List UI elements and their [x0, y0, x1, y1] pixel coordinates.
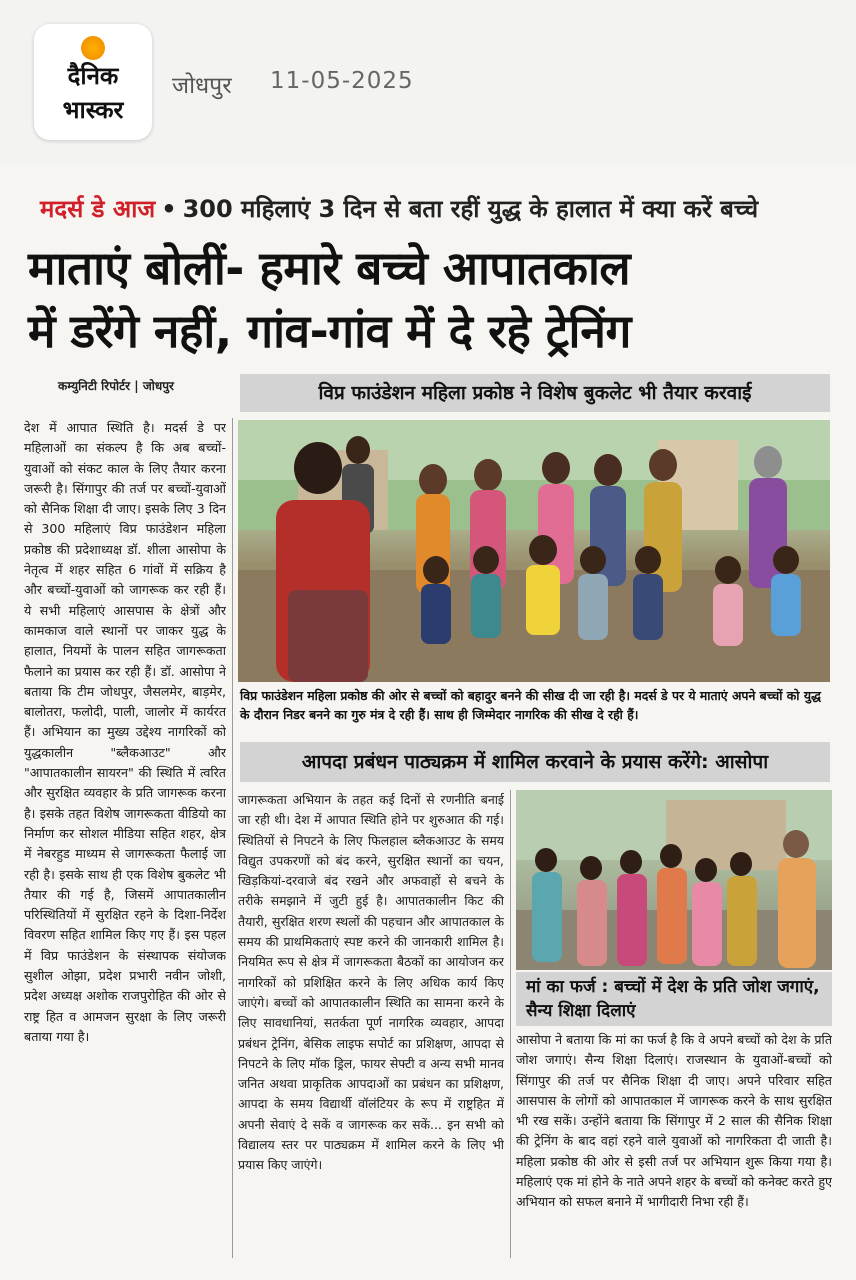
- subhead-bar-2: आपदा प्रबंधन पाठ्यक्रम में शामिल करवाने के प्रयास करेंगे: आसोपा: [240, 742, 830, 782]
- column-divider: [510, 790, 511, 1258]
- headline-line-2: में डरेंगे नहीं, गांव-गांव में दे रहे ट्रेनिंग: [28, 304, 631, 358]
- edition-date: 11-05-2025: [270, 68, 414, 94]
- app-header: [0, 0, 856, 165]
- kicker-separator: •: [161, 195, 177, 223]
- edition-city: जोधपुर: [172, 73, 232, 99]
- logo-text-line1: दैनिक: [67, 62, 119, 90]
- column-divider: [232, 418, 233, 1258]
- article-column-1: देश में आपात स्थिति है। मदर्स डे पर महिलाओं का संकल्प है कि अब बच्चों-युवाओं को संकट काल के लिए तैयार करना जरूरी है। सिंगापुर की तर्ज पर बच्चों-युवाओं को सैनिक शिक्षा दी जाए। इसके लिए 3 दिन से 300 महिलाएं विप्र फाउंडेशन महिला प्रकोष्ठ की प्रदेशाध्यक्ष डॉ. शीला आसोपा के नेतृत्व में शहर सहित 6 गांवों में सक्रिय है और बच्चों-युवाओं को जागरूक कर रही हैं। ये सभी महिलाएं आसपास के क्षेत्रों और कामकाज वाले स्थानों पर जाकर युद्ध के हालात, नियमों के पालन सहित जागरूकता फैलाने का प्रयास कर रही हैं। डॉ. आसोपा ने बताया कि टीम जोधपुर, जैसलमेर, बाड़मेर, बालोतरा, फलोदी, पाली, जालोर में कार्यरत हैं। अभियान का मुख्य उद्देश्य नागरिकों को युद्धकालीन "ब्लैकआउट" और "आपातकालीन सायरन" की स्थिति में त्वरित और सुरक्षित व्यवहार के प्रति जागरूक करना है। इसके तहत विशेष जागरूकता वीडियो का निर्माण कर सोशल मीडिया सहित शहर, क्षेत्र में नेबरहुड माध्यम से जागरूकता फैलाई जा रही है। इसके साथ ही एक विशेष बुकलेट भी तैयार की गई है, जिसमें आपातकालीन परिस्थितियों में सुरक्षित रहने के दिशा-निर्देश विवरण सहित शामिल किए गए हैं। इस पहल में विप्र फाउंडेशन के संस्थापक संयोजक सुशील ओझा, प्रदेश प्रभारी नवीन जोशी, प्रदेश अध्यक्ष अशोक राजपुरोहित की ओर से राष्ट्र हित व आमजन सुरक्षा के लिए जरूरी बताया गया है।: [24, 420, 226, 1044]
- byline: कम्युनिटी रिपोर्टर | जोधपुर: [58, 379, 174, 393]
- kicker-text: 300 महिलाएं 3 दिन से बता रहीं युद्ध के हालात में क्या करें बच्चे: [182, 195, 759, 223]
- box-headline-2: मां का फर्ज : बच्चों में देश के प्रति जोश जगाएं, सैन्य शिक्षा दिलाएं: [516, 972, 832, 1026]
- dainik-bhaskar-logo[interactable]: [34, 24, 152, 140]
- photo-women-group: [516, 790, 832, 970]
- article-column-2: जागरूकता अभियान के तहत कई दिनों से रणनीति बनाई जा रही थी। देश में आपात स्थिति होने पर शुरुआत की गई। स्थितियों से निपटने के लिए फिलहाल ब्लैकआउट के समय विद्युत उपकरणों को बंद करने, सुरक्षित स्थानों का चयन, खिड़कियां-दरवाजे बंद रखने और अफवाहों से बचने के तरीके समझाने में जुटी हुई है। आपातकालीन किट की तैयारी, सुरक्षित शरण स्थलों की पहचान और आपातकाल के समय की प्राथमिकताएं स्पष्ट करने की जानकारी शामिल है। नियमित रूप से क्षेत्र में जागरूकता बैठकों का आयोजन कर नागरिकों को प्रशिक्षित करने के लिए अधिक कार्य किए जाएंगे। बच्चों को आपातकालीन स्थिति का सामना करने के लिए सावधानियां, सतर्कता पूर्ण नागरिक व्यवहार, आपदा प्रबंधन ट्रेनिंग, बेसिक लाइफ सपोर्ट का प्रशिक्षण, आपदा से निपटने के लिए मॉक ड्रिल, फायर सेफ्टी व अन्य सभी मानव जनित अथवा प्राकृतिक आपदाओं का प्रबंधन का प्रशिक्षण, आपदा के समय विद्यार्थी वॉलंटियर के रूप में राष्ट्रहित में अपनी सेवाएं दे सकें व जागरूक कर सकें... इन सभी को विद्यालय स्तर पर पाठ्यक्रम में शामिल करने के लिए भी प्रयास किए जाएंगे।: [238, 792, 504, 1173]
- women-group-illustration: [516, 790, 832, 970]
- photo-caption-1: विप्र फाउंडेशन महिला प्रकोष्ठ की ओर से बच्चों को बहादुर बनने की सीख दी जा रही है। मदर्स डे पर ये माताएं अपने बच्चों को युद्ध के दौरान निडर बनने का गुरु मंत्र दे रही हैं। साथ ही जिम्मेदार नागरिक की सीख दे रही हैं।: [240, 688, 821, 722]
- sun-logo-icon: [81, 36, 105, 60]
- photo-mothers-children: [238, 420, 830, 682]
- article-kicker: [40, 192, 758, 225]
- article-column-3: आसोपा ने बताया कि मां का फर्ज है कि वे अपने बच्चों को देश के प्रति जोश जगाएं। सैन्य शिक्षा दिलाएं। राजस्थान के युवाओं-बच्चों को सिंगापुर की तर्ज पर सैनिक शिक्षा दी जाए। अपने परिवार सहित आसपास के लोगों को आपातकाल में जागरूक करने के साथ सुरक्षित भी रख सकें। उन्होंने बताया कि सिंगापुर में 2 साल की सैनिक शिक्षा की ट्रेनिंग के बाद वहां रहने वाले युवाओं को नागरिकता दी जाती है। महिला प्रकोष्ठ की ओर से इसी तर्ज पर अभियान शुरू किया गया है। महिलाएं एक मां होने के नाते अपने शहर के बच्चों को कनेक्ट करते हुए अभियान को सफल बनाने में भागीदारी निभा रही हैं।: [516, 1032, 832, 1210]
- logo-text-line2: भास्कर: [62, 96, 124, 124]
- headline-line-1: माताएं बोलीं- हमारे बच्चे आपातकाल: [28, 241, 631, 295]
- subhead-bar-1: विप्र फाउंडेशन महिला प्रकोष्ठ ने विशेष बुकलेट भी तैयार करवाई: [240, 374, 830, 412]
- kicker-label: मदर्स डे आज: [40, 195, 156, 223]
- group-photo-illustration: [238, 420, 830, 682]
